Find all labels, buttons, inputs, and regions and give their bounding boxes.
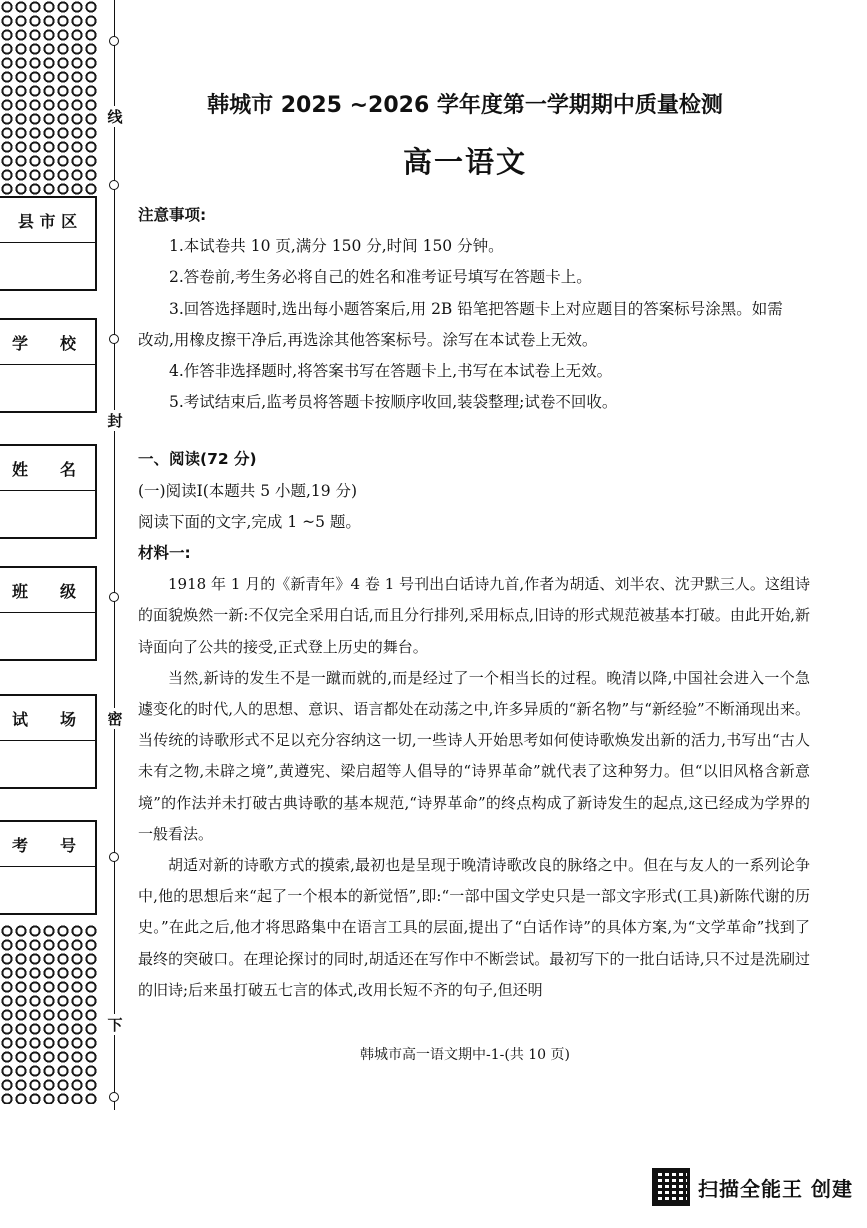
field-name[interactable] [0,444,97,539]
field-blank[interactable] [0,741,95,787]
watermark-text: 扫描全能王 创建 [698,1176,853,1201]
subject-title: 高一语文 [402,145,527,179]
field-label: 县 市 区 [0,198,95,243]
notice-item: 1.本试卷共 10 页,满分 150 分,时间 150 分钟。 [169,237,504,256]
notice-item: 3.回答选择题时,选出每小题答案后,用 2B 铅笔把答题卡上对应题目的答案标号涂黑。如需 [169,299,783,318]
passage-paragraph: 1918 年 1 月的《新青年》4 卷 1 号刊出白话诗九首,作者为胡适、刘半农、沈尹默三人。这组诗的面貌焕然一新:不仅完全采用白话,而且分行排列,采用标点,旧诗的形式规范被基本打破。由此开始,新诗面向了公共的接受,正式登上历史的舞台。 [138,575,810,656]
exam-title: 韩城市 2025 ~2026 学年度第一学期期中质量检测 [207,93,723,118]
material-label: 材料一: [138,544,191,563]
section-subtitle: (一)阅读Ⅰ(本题共 5 小题,19 分) [138,481,358,500]
qr-code-icon [652,1168,690,1206]
field-label: 试 场 [0,696,95,741]
passage-paragraph: 当然,新诗的发生不是一蹴而就的,而是经过了一个相当长的过程。晚清以降,中国社会进入一个急遽变化的时代,人的思想、意识、语言都处在动荡之中,许多异质的“新名物”与“新经验”不断涌现出来。当传统的诗歌形式不足以充分容纳这一切,一些诗人开始思考如何使诗歌焕发出新的活力,书写出“古人未有之物,未辟之境”,黄遵宪、梁启超等人倡导的“诗界革命”就代表了这种努力。但“以旧风格含新意境”的作法并未打破古典诗歌的基本规范,“诗界革命”的终点构成了新诗发生的起点,这已经成为学界的一般看法。 [138,668,810,843]
seal-mark-line: 线 [104,106,126,127]
binding-hole [109,180,119,190]
binding-hole [109,592,119,602]
scanner-watermark [652,1168,853,1206]
field-label: 班 级 [0,568,95,613]
field-blank[interactable] [0,243,95,289]
section-instruction: 阅读下面的文字,完成 1 ~5 题。 [138,512,361,531]
field-blank[interactable] [0,613,95,659]
field-blank[interactable] [0,365,95,411]
field-label: 学 校 [0,320,95,365]
seal-mark-seal: 封 [104,410,126,431]
field-label: 考 号 [0,822,95,867]
notice-item-continued: 改动,用橡皮擦干净后,再选涂其他答案标号。涂写在本试卷上无效。 [138,330,598,349]
seal-mark-down: 下 [104,1014,126,1035]
page-footer: 韩城市高一语文期中-1-(共 10 页) [359,1047,570,1063]
binding-line [114,0,115,1110]
field-exam-room[interactable] [0,694,97,789]
notice-item: 5.考试结束后,监考员将答题卡按顺序收回,装袋整理;试卷不回收。 [169,393,618,412]
section-title: 一、阅读(72 分) [138,450,257,469]
bubble-dots-bottom [0,924,98,1104]
field-school[interactable] [0,318,97,413]
notice-heading: 注意事项: [138,206,207,224]
binding-hole [109,36,119,46]
passage-paragraph: 胡适对新的诗歌方式的摸索,最初也是呈现于晚清诗歌改良的脉络之中。但在与友人的一系列论争中,他的思想后来“起了一个根本的新觉悟”,即:“一部中国文学史只是一部文字形式(工具)新陈代谢的历史。”在此之后,他才将思路集中在语言工具的层面,提出了“白话作诗”的具体方案,为“文学革命”找到了最终的突破口。在理论探讨的同时,胡适还在写作中不断尝试。最初写下的一批白话诗,只不过是洗刷过的旧诗;后来虽打破五七言的体式,改用长短不齐的句子,但还明 [138,856,810,999]
field-class[interactable] [0,566,97,661]
seal-mark-secret: 密 [104,708,126,729]
exam-content [138,200,810,1006]
binding-hole [109,852,119,862]
field-blank[interactable] [0,867,95,913]
notice-item: 2.答卷前,考生务必将自己的姓名和准考证号填写在答题卡上。 [169,268,592,287]
bubble-dots-top [0,0,98,196]
notice-item: 4.作答非选择题时,将答案书写在答题卡上,书写在本试卷上无效。 [169,362,613,381]
field-blank[interactable] [0,491,95,537]
binding-hole [109,1092,119,1102]
binding-hole [109,334,119,344]
field-county-district[interactable] [0,196,97,291]
field-exam-number[interactable] [0,820,97,915]
field-label: 姓 名 [0,446,95,491]
